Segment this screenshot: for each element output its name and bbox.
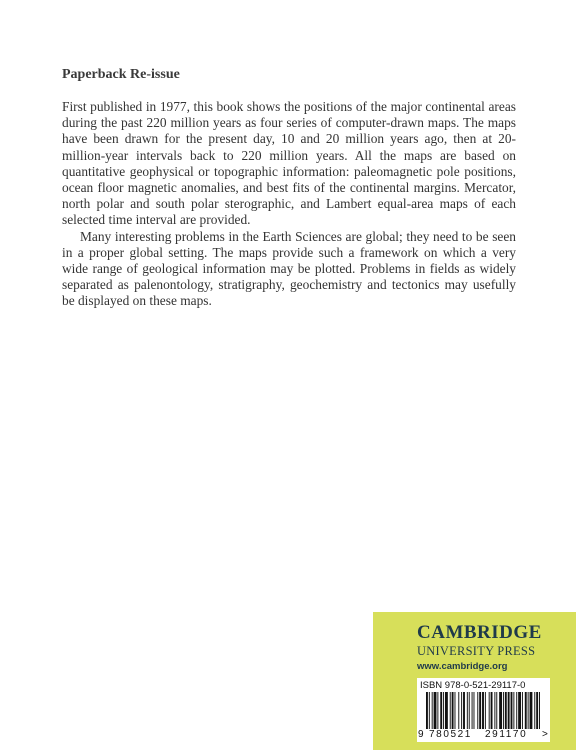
barcode-bar (491, 692, 493, 729)
barcode-bar (482, 692, 484, 729)
barcode-bar (426, 692, 428, 729)
barcode-bar (434, 692, 437, 729)
blurb-paragraph-2: Many interesting problems in the Earth Sciences are global; they need to be seen in a proper global setting. The maps provide such a framework on which a very wide range of geological information may be plotted. Problems in fields as widely separated as palenontology, stratigraphy, geochemistry and tectonics may usefully be displayed on these maps. (62, 228, 516, 309)
barcode-bar (499, 692, 502, 729)
barcode-digits (417, 729, 550, 741)
barcode-bar (450, 692, 451, 729)
barcode-bar (458, 692, 459, 729)
barcode-bar (440, 692, 442, 729)
barcode-box (417, 678, 550, 742)
isbn-label: ISBN 978-0-521-29117-0 (420, 680, 526, 691)
barcode-bar (518, 692, 521, 729)
barcode-bar (429, 692, 430, 729)
barcode-bar (485, 692, 486, 729)
barcode-bar (452, 692, 454, 729)
barcode-bar (461, 692, 462, 729)
publisher-logo-name: CAMBRIDGE (417, 622, 542, 643)
barcode-bar (437, 692, 438, 729)
blurb-paragraph-1: First published in 1977, this book shows the positions of the major continental areas during the past 220 million years as four series of computer-drawn maps. The maps have been drawn for the present day, 10 and 20 million years ago, then at 20-million-year intervals back to 220 million years. All the maps are based on quantitative geophysical or topographic information: paleomagnetic pole positions, ocean floor magnetic anomalies, and best fits of the continental margins. Mercator, north polar and south polar sterographic, and Lambert equal-area maps of each selected time interval are provided. (62, 99, 516, 228)
barcode-bar (513, 692, 514, 729)
barcode-bar (528, 692, 529, 729)
barcode-bar (443, 692, 444, 729)
barcode-digits-left: 780521 (429, 729, 472, 740)
barcode-bar (479, 692, 481, 729)
barcode-bar (511, 692, 513, 729)
barcode-bar (474, 692, 475, 729)
barcode-bar (432, 692, 433, 729)
barcode-bar (467, 692, 468, 729)
barcode-bar (516, 692, 517, 729)
barcode-bar (455, 692, 456, 729)
barcode-digit-end: > (542, 729, 548, 740)
barcode-bar (505, 692, 507, 729)
barcode-bar (489, 692, 490, 729)
barcode-image (417, 692, 550, 730)
section-heading: Paperback Re-issue (62, 67, 180, 82)
barcode-bar (522, 692, 523, 729)
barcode-digits-right: 291170 (485, 729, 528, 740)
blurb-text (62, 99, 516, 310)
barcode-bar (477, 692, 478, 729)
barcode-digit-lead: 9 (418, 729, 424, 740)
barcode-bar (472, 692, 473, 729)
barcode-bar (534, 692, 535, 729)
publisher-logo-subtitle: UNIVERSITY PRESS (417, 644, 536, 658)
barcode-bar (463, 692, 465, 729)
publisher-url: www.cambridge.org (417, 661, 508, 672)
barcode-bar (536, 692, 538, 729)
barcode-bar (445, 692, 448, 729)
barcode-bar (503, 692, 504, 729)
publisher-panel (373, 612, 576, 750)
barcode-bar (494, 692, 495, 729)
barcode-bar (525, 692, 527, 729)
barcode-bar (496, 692, 497, 729)
barcode-bar (508, 692, 510, 729)
barcode-bar (469, 692, 470, 729)
barcode-bar (530, 692, 533, 729)
barcode-bar (539, 692, 540, 729)
